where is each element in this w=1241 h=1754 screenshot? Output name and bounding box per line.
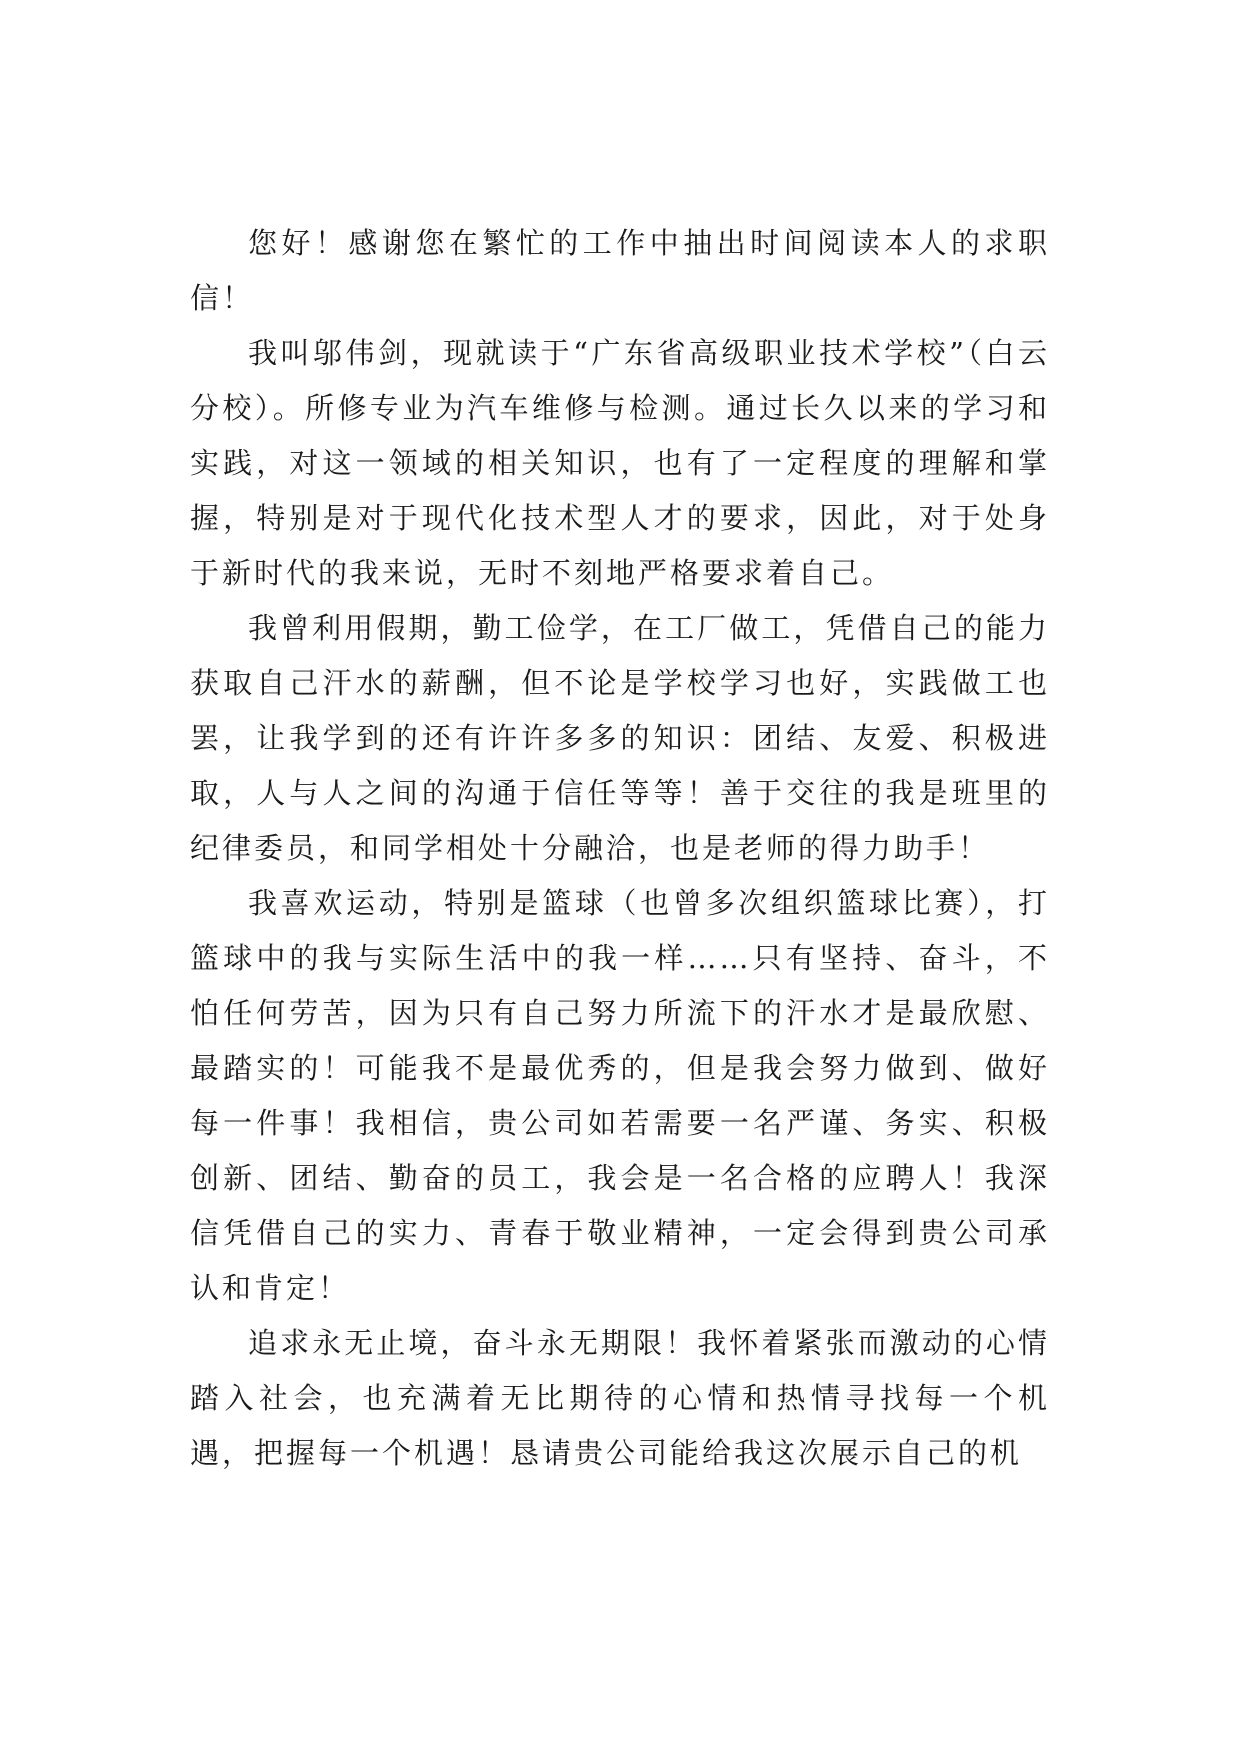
paragraph-introduction: 我叫邬伟剑，现就读于“广东省高级职业技术学校”（白云分校）。所修专业为汽车维修与检测。通过长久以来的学习和实践，对这一领域的相关知识，也有了一定程度的理解和掌握，特别是对于现代化技术型人才的要求，因此，对于处身于新时代的我来说，无时不刻地严格要求着自己。: [190, 336, 1050, 590]
paragraph-work-experience: 我曾利用假期，勤工俭学，在工厂做工，凭借自己的能力获取自己汗水的薪酬，但不论是学校学习也好，实践做工也罢，让我学到的还有许许多多的知识：团结、友爱、积极进取，人与人之间的沟通于信任等等！善于交往的我是班里的纪律委员，和同学相处十分融洽，也是老师的得力助手！: [190, 611, 1050, 865]
letter-body: [190, 216, 1050, 1481]
paragraph-greeting: 您好！感谢您在繁忙的工作中抽出时间阅读本人的求职信！: [190, 226, 1050, 315]
paragraph-hobbies: 我喜欢运动，特别是篮球（也曾多次组织篮球比赛），打篮球中的我与实际生活中的我一样……只有坚持、奋斗，不怕任何劳苦，因为只有自己努力所流下的汗水才是最欣慰、最踏实的！可能我不是最优秀的，但是我会努力做到、做好每一件事！我相信，贵公司如若需要一名严谨、务实、积极创新、团结、勤奋的员工，我会是一名合格的应聘人！我深信凭借自己的实力、青春于敬业精神，一定会得到贵公司承认和肯定！: [190, 886, 1050, 1305]
paragraph-closing: 追求永无止境，奋斗永无期限！我怀着紧张而激动的心情踏入社会，也充满着无比期待的心情和热情寻找每一个机遇，把握每一个机遇！恳请贵公司能给我这次展示自己的机: [190, 1326, 1050, 1470]
